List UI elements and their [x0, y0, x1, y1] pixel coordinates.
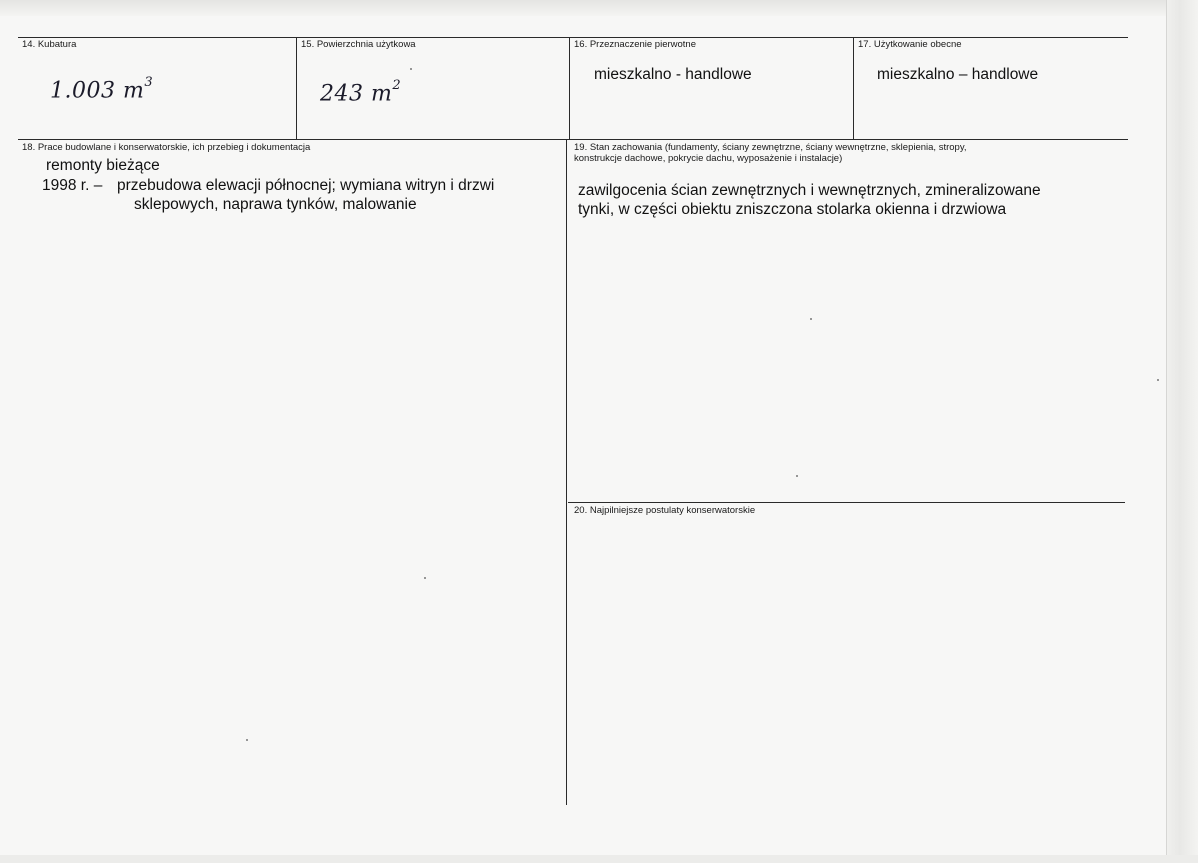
field-19-label-line2: konstrukcje dachowe, pokrycie dachu, wyposażenie i instalacje) — [574, 153, 843, 164]
field-16-label: 16. Przeznaczenie pierwotne — [574, 39, 696, 50]
scan-edge-bottom — [0, 855, 1198, 863]
field-14-value-text: 1.003 m — [50, 78, 145, 104]
field-14-unit-exponent: 3 — [144, 75, 154, 90]
scan-edge-right — [1166, 0, 1198, 863]
scan-speck — [246, 739, 248, 741]
field-15-value-text: 243 m — [320, 81, 393, 107]
scan-speck — [810, 318, 812, 320]
field-15-unit-exponent: 2 — [392, 78, 402, 93]
divider-15-16 — [569, 37, 570, 139]
field-18-line2-year: 1998 r. – — [42, 177, 103, 194]
top-rule — [18, 37, 1128, 38]
scan-edge-top — [0, 0, 1198, 16]
field-15-label: 15. Powierzchnia użytkowa — [301, 39, 416, 50]
field-16-value: mieszkalno - handlowe — [594, 66, 752, 83]
field-18-label: 18. Prace budowlane i konserwatorskie, ich przebieg i dokumentacja — [22, 142, 311, 153]
field-18-line2-text: przebudowa elewacji północnej; wymiana witryn i drzwi — [117, 177, 495, 194]
row1-bottom-rule — [18, 139, 1128, 140]
field-14-value — [50, 75, 154, 104]
divider-16-17 — [853, 37, 854, 139]
divider-18-19 — [566, 139, 567, 805]
field-18-line1: remonty bieżące — [46, 157, 160, 174]
field-19-text-line1: zawilgocenia ścian zewnętrznych i wewnętrznych, zmineralizowane — [578, 182, 1041, 199]
field-19-label-line1: 19. Stan zachowania (fundamenty, ściany zewnętrzne, ściany wewnętrzne, sklepienia, stropy, — [574, 142, 967, 153]
field-17-value: mieszkalno – handlowe — [877, 66, 1039, 83]
field-15-value — [320, 78, 402, 107]
field-20-label: 20. Najpilniejsze postulaty konserwatorskie — [574, 505, 756, 516]
field-18-line3-text: sklepowych, naprawa tynków, malowanie — [134, 196, 417, 213]
field-17-label: 17. Użytkowanie obecne — [858, 39, 962, 50]
field-19-text-line2: tynki, w części obiektu zniszczona stolarka okienna i drzwiowa — [578, 201, 1007, 218]
scan-speck — [1157, 379, 1159, 381]
field-14-label: 14. Kubatura — [22, 39, 77, 50]
field20-top-rule — [568, 502, 1125, 503]
divider-14-15 — [296, 37, 297, 139]
scan-speck — [410, 68, 412, 70]
scan-speck — [796, 475, 798, 477]
scan-speck — [424, 577, 426, 579]
